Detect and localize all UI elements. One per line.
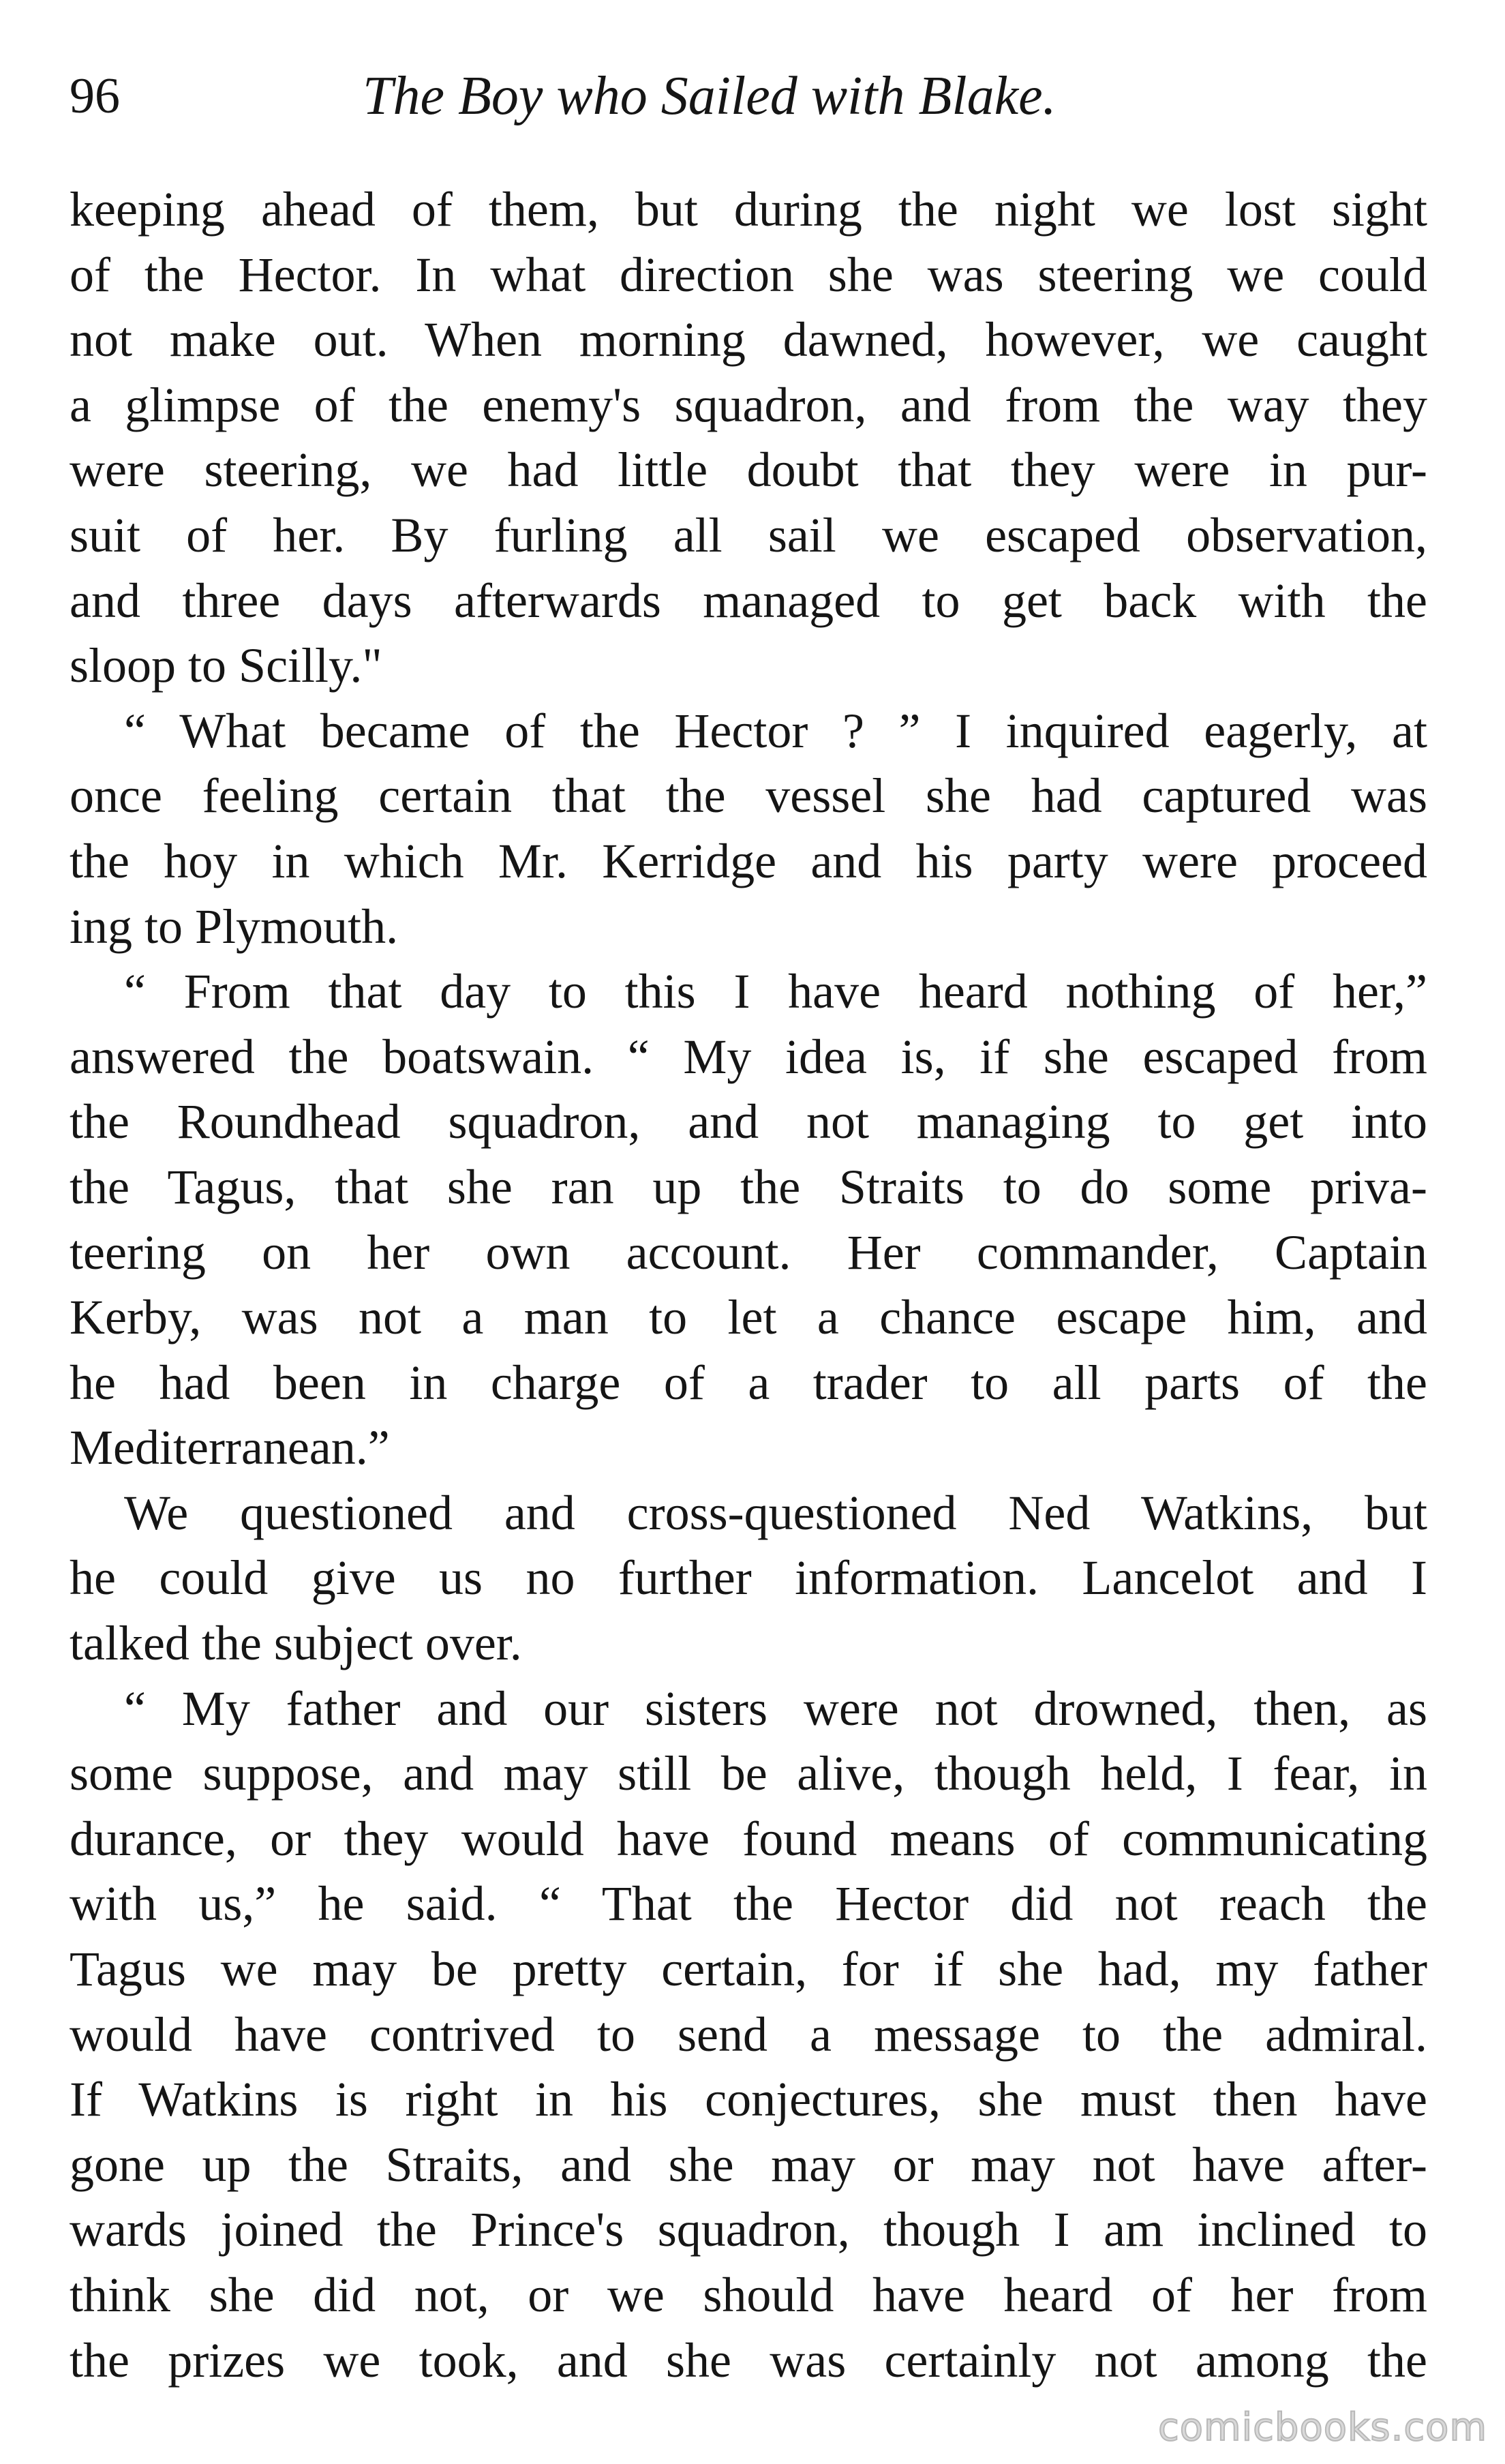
text-line: some suppose, and may still be alive, though held, I fear, in <box>70 1746 1427 1801</box>
text-line: the hoy in which Mr. Kerridge and his party were proceed <box>70 833 1427 888</box>
text-line: We questioned and cross-questioned Ned Watkins, but <box>124 1485 1427 1540</box>
text-line: were steering, we had little doubt that they were in pur- <box>70 442 1427 498</box>
text-line: “ From that day to this I have heard nothing of her,” <box>124 964 1427 1019</box>
text-line: suit of her. By furling all sail we escaped observation, <box>70 507 1427 562</box>
text-line: If Watkins is right in his conjectures, she must then have <box>70 2072 1427 2127</box>
text-line: Tagus we may be pretty certain, for if she had, my father <box>70 1942 1427 1997</box>
text-line: Mediterranean.” <box>70 1420 390 1475</box>
page-header <box>70 59 1433 134</box>
text-line: think she did not, or we should have heard of her from <box>70 2268 1427 2322</box>
text-line: Kerby, was not a man to let a chance escape him, and <box>70 1290 1427 1345</box>
body-text <box>70 177 1427 2393</box>
watermark: comicbooks.com <box>1157 2405 1487 2450</box>
running-title: The Boy who Sailed with Blake. <box>363 66 1056 126</box>
text-line: talked the subject over. <box>70 1616 522 1671</box>
page-number: 96 <box>70 68 120 124</box>
text-line: durance, or they would have found means of communicating <box>70 1811 1427 1866</box>
text-line: would have contrived to send a message to the admiral. <box>70 2007 1427 2062</box>
text-line: “ What became of the Hector ? ” I inquired eagerly, at <box>124 703 1427 758</box>
text-line: the prizes we took, and she was certainly not among the <box>70 2332 1427 2388</box>
text-line: “ My father and our sisters were not drowned, then, as <box>124 1681 1427 1736</box>
text-line: a glimpse of the enemy's squadron, and from the way they <box>70 377 1427 432</box>
text-line: answered the boatswain. “ My idea is, if she escaped from <box>70 1029 1427 1084</box>
text-line: not make out. When morning dawned, however, we caught <box>70 312 1427 367</box>
text-line: gone up the Straits, and she may or may not have after- <box>70 2137 1427 2192</box>
text-line: of the Hector. In what direction she was steering we could <box>70 247 1427 302</box>
text-line: and three days afterwards managed to get back with the <box>70 573 1427 628</box>
text-line: he could give us no further information. Lancelot and I <box>70 1550 1427 1606</box>
text-line: wards joined the Prince's squadron, though I am inclined to <box>70 2202 1427 2257</box>
text-line: he had been in charge of a trader to all parts of the <box>70 1355 1427 1410</box>
text-line: ing to Plymouth. <box>70 899 399 954</box>
text-line: teering on her own account. Her commander, Captain <box>70 1225 1427 1280</box>
text-line: keeping ahead of them, but during the night we lost sight <box>70 182 1427 237</box>
text-line: once feeling certain that the vessel she had captured was <box>70 768 1427 824</box>
text-line: with us,” he said. “ That the Hector did not reach the <box>70 1876 1427 1932</box>
text-line: the Roundhead squadron, and not managing to get into <box>70 1094 1427 1150</box>
text-line: sloop to Scilly." <box>70 638 382 693</box>
text-line: the Tagus, that she ran up the Straits to do some priva- <box>70 1159 1427 1214</box>
